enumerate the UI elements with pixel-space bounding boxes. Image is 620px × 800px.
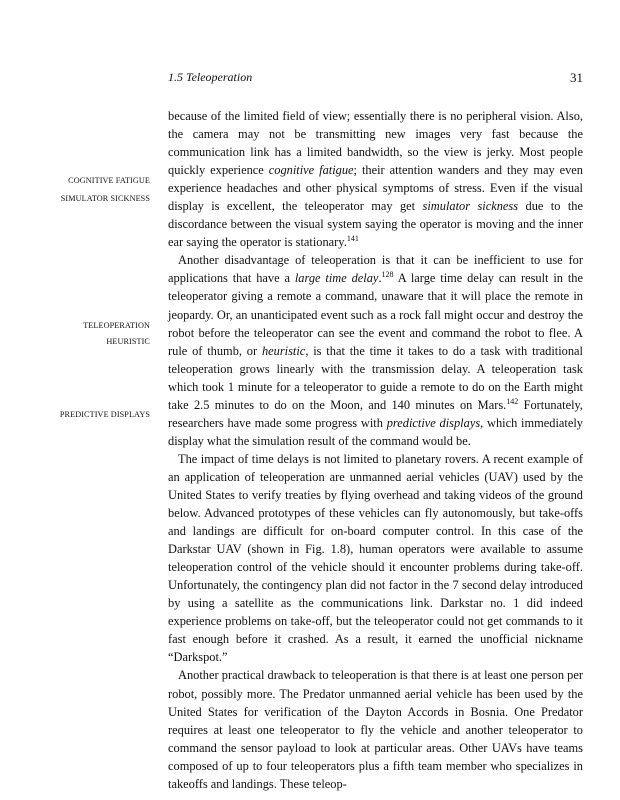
paragraph-2 [168, 251, 583, 450]
paragraph-2-text-f: , which immediately display what the simulation result of the command would be. [168, 415, 583, 448]
paragraph-1-text-a: because of the limited field of view; essentially there is no peripheral vision. Also, the camera may not be transmitting new images very fast because the communication link has a limited bandwidth, so the view is jerky. Most people quickly experience [168, 109, 583, 178]
margin-note-heuristic: HEURISTIC [106, 337, 150, 346]
running-header [168, 70, 583, 86]
reference-128: 128 [381, 270, 394, 280]
term-cognitive-fatigue: cognitive fatigue [268, 163, 354, 178]
paragraph-2-text-c: A large time delay can result in the teleoperator giving a remote a command, unaware that it will place the remote in jeopardy. Or, an unanticipated event such as a rock fall might occur and destroy the robot before the teleoperator can see the event and command the robot to flee. A rule of thumb, or [168, 271, 583, 358]
paragraph-2-text-e: Fortunately, researchers have made some progress with [168, 397, 583, 430]
term-predictive-displays: predictive displays [386, 415, 481, 430]
paragraph-2-text-b: . [378, 271, 382, 286]
paragraph-4: Another practical drawback to teleoperation is that there is at least one person per robot, possibly more. The Predator unmanned aerial vehicle has been used by the United States for verification of the Dayton Accords in Bosnia. One Predator requires at least one teleoperator to fly the vehicle and another teleoperator to command the sensor payload to look at particular areas. Other UAVs have teams composed of up to four teleoperators plus a fifth team member who specializes in takeoffs and landings. These teleop- [168, 668, 583, 791]
paragraph-2-text-a: Another disadvantage of teleoperation is that it can be inefficient to use for applications that have a [168, 253, 583, 286]
reference-141: 141 [346, 234, 359, 244]
paragraph-1-text-b: ; their attention wanders and they may even experience headaches and other physical symptoms of stress. Even if the visual display is excellent, the teleoperator may get [168, 163, 584, 214]
term-simulator-sickness: simulator sickness [422, 199, 519, 214]
margin-note-simulator-sickness: SIMULATOR SICKNESS [60, 194, 150, 203]
term-large-time-delay: large time delay [294, 271, 379, 286]
paragraph-1 [168, 107, 583, 251]
margin-note-predictive-displays: PREDICTIVE DISPLAYS [59, 410, 150, 419]
paragraph-2-text-d: , is that the time it takes to do a task with traditional teleoperation grows linearly with the transmission delay. A teleoperation task which took 1 minute for a teleoperator to guide a remote to do on the Earth might take 2.5 minutes to do on the Moon, and 140 minutes on Mars. [168, 343, 583, 412]
term-heuristic: heuristic [261, 343, 306, 358]
paragraph-1-text-c: due to the discordance between the visual system saying the operator is moving and the inner ear saying the operator is stationary. [168, 199, 583, 250]
paragraph-3: The impact of time delays is not limited to planetary rovers. A recent example of an application of teleoperation are unmanned aerial vehicles (UAV) used by the United States to verify treaties by flying overhead and taking videos of the ground below. Advanced prototypes of these vehicles can fly autonomously, but take-offs and landings are difficult for on-board computer control. In this case of the Darkstar UAV (shown in Fig. 1.8), human operators were available to assume teleoperation control of the vehicle should it encounter problems during take-off. Unfortunately, the contingency plan did not factor in the 7 second delay introduced by using a satellite as the communications link. Darkstar no. 1 did indeed experience problems on take-off, but the teleoperator could not get commands to it fast enough before it crashed. As a result, it earned the unofficial nickname “Darkspot.” [168, 451, 583, 665]
margin-note-teleoperation: TELEOPERATION [83, 321, 150, 330]
reference-142: 142 [506, 396, 519, 406]
section-title: 1.5 Teleoperation [168, 70, 253, 84]
margin-note-cognitive-fatigue: COGNITIVE FATIGUE [68, 176, 150, 185]
page-number: 31 [570, 70, 583, 85]
main-body [168, 107, 583, 793]
